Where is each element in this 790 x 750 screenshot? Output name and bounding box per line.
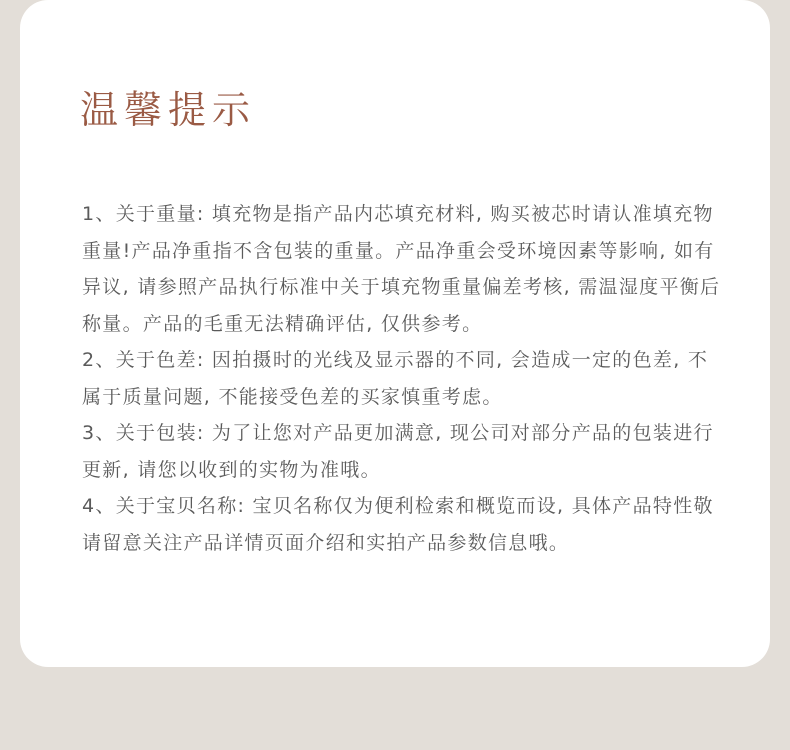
notice-card: [20, 0, 770, 667]
notice-packaging: 3、关于包装: 为了让您对产品更加满意, 现公司对部分产品的包装进行更新, 请您以收到的实物为准哦。: [82, 422, 714, 481]
page-title: 温馨提示: [80, 88, 257, 132]
notice-color-difference: 2、关于色差: 因拍摄时的光线及显示器的不同, 会造成一定的色差, 不属于质量问题, 不能接受色差的买家慎重考虑。: [82, 349, 709, 408]
notice-weight: 1、关于重量: 填充物是指产品内芯填充材料, 购买被芯时请认准填充物重量!产品净重指不含包装的重量。产品净重会受环境因素等影响, 如有异议, 请参照产品执行标准中关于填充物重量偏差考核, 需温湿度平衡后称量。产品的毛重无法精确评估, 仅供参考。: [82, 203, 721, 335]
notice-product-name: 4、关于宝贝名称: 宝贝名称仅为便利检索和概览而设, 具体产品特性敬请留意关注产品详情页面介绍和实拍产品参数信息哦。: [82, 495, 714, 554]
notice-list: [82, 196, 722, 561]
